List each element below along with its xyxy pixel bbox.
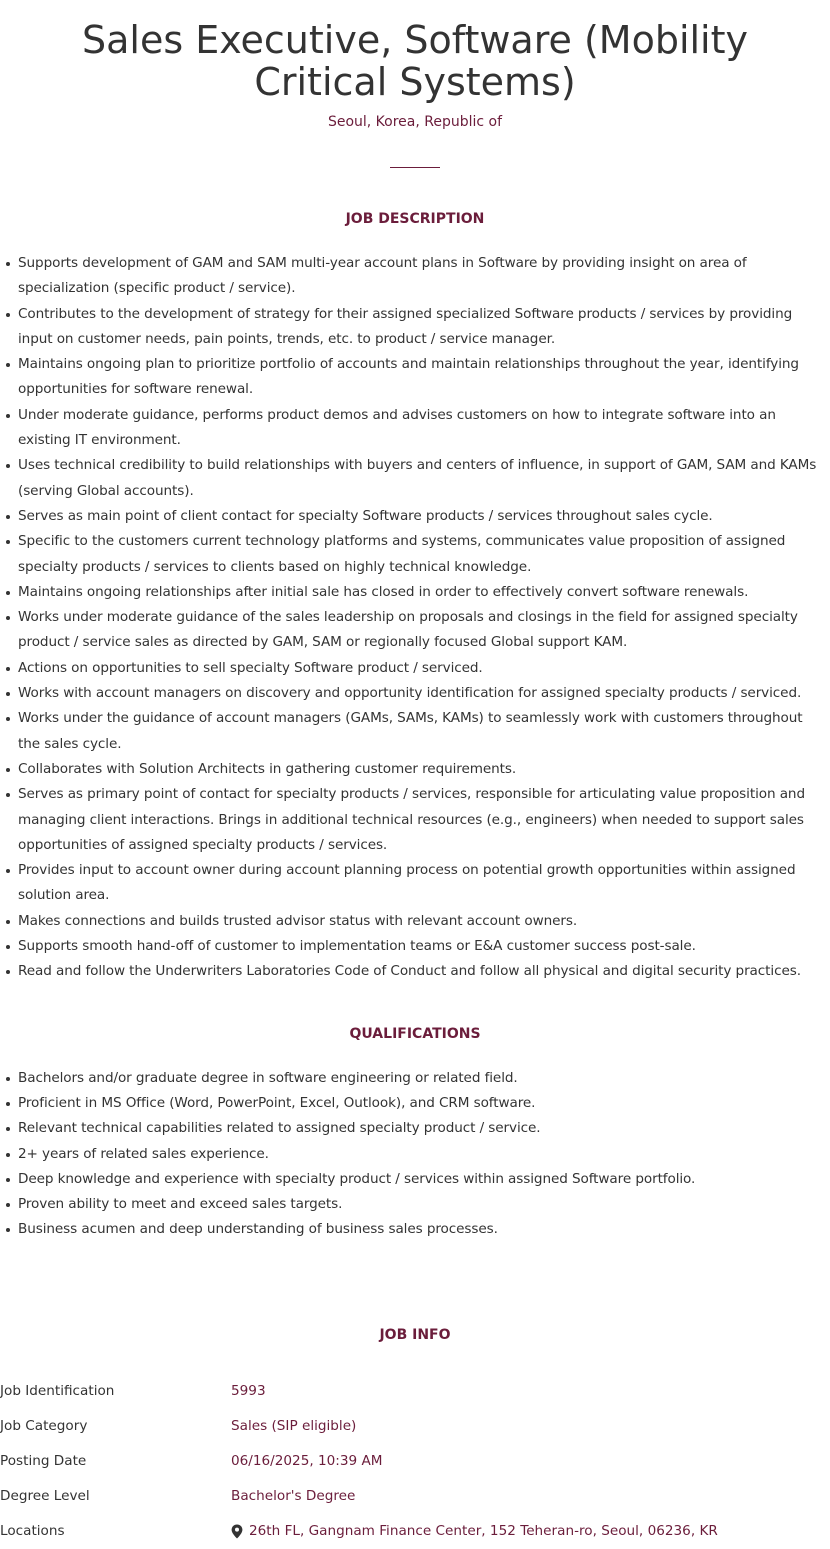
job-description-heading: JOB DESCRIPTION (345, 211, 485, 227)
qualification-item (0, 1091, 830, 1116)
bullet-icon (6, 793, 10, 797)
bullet-icon (6, 540, 10, 544)
job-info-label: Job Identification (0, 1383, 115, 1400)
bullet-icon (6, 1178, 10, 1182)
job-info-value-text: 26th FL, Gangnam Finance Center, 152 Teheran-ro, Seoul, 06236, KR (249, 1523, 718, 1540)
bullet-icon (6, 591, 10, 595)
qualification-item-text: Deep knowledge and experience with specialty product / services within assigned Software portfolio. (18, 1170, 696, 1187)
description-item (0, 706, 830, 757)
description-item (0, 909, 830, 934)
job-info-value (231, 1523, 718, 1539)
description-item-text: Collaborates with Solution Architects in gathering customer requirements. (18, 760, 517, 777)
job-info-value (231, 1453, 383, 1469)
job-info-value-text: 5993 (231, 1383, 266, 1400)
job-title: Sales Executive, Software (Mobility Critical Systems) (81, 18, 749, 104)
bullet-icon (6, 262, 10, 266)
description-item (0, 656, 830, 681)
qualification-item (0, 1217, 830, 1242)
bullet-icon (6, 970, 10, 974)
job-location: Seoul, Korea, Republic of (327, 114, 503, 130)
description-item-text: Specific to the customers current technology platforms and systems, communicates value proposition of assigned specialty products / services to clients based on highly technical knowledge. (18, 533, 786, 575)
qualification-item-text: Bachelors and/or graduate degree in software engineering or related field. (18, 1069, 518, 1086)
bullet-icon (6, 1203, 10, 1207)
bullet-icon (6, 363, 10, 367)
qualification-item-text: 2+ years of related sales experience. (18, 1145, 269, 1162)
description-item (0, 605, 830, 656)
job-info-value-text: Bachelor's Degree (231, 1488, 356, 1505)
description-item (0, 681, 830, 706)
description-item-text: Contributes to the development of strategy for their assigned specialized Software products / services by providing input on customer needs, pain points, trends, etc. to product / service manager. (18, 305, 793, 347)
description-item-text: Actions on opportunities to sell specialty Software product / serviced. (18, 659, 483, 676)
title-divider (390, 167, 440, 168)
qualification-item (0, 1116, 830, 1141)
description-item-text: Maintains ongoing relationships after initial sale has closed in order to effectively convert software renewals. (18, 583, 749, 600)
job-info-label: Posting Date (0, 1453, 87, 1470)
job-info-row (0, 1444, 830, 1479)
job-info-heading: JOB INFO (379, 1326, 451, 1343)
job-info-value (231, 1488, 355, 1504)
job-info-label: Job Category (0, 1418, 88, 1435)
bullet-icon (6, 1153, 10, 1157)
description-item-text: Works under the guidance of account managers (GAMs, SAMs, KAMs) to seamlessly work with customers throughout the sales cycle. (18, 710, 803, 752)
job-info-value-text: Sales (SIP eligible) (231, 1418, 357, 1435)
qualification-item (0, 1167, 830, 1192)
description-item-text: Supports development of GAM and SAM multi-year account plans in Software by providing insight on area of specialization (specific product / service). (18, 255, 747, 297)
bullet-icon (6, 313, 10, 317)
job-info-row (0, 1479, 830, 1514)
qualification-item (0, 1066, 830, 1091)
description-item-text: Serves as primary point of contact for specialty products / services, responsible for articulating value proposition and managing client interactions. Brings in additional technical resources (e.g., engineers) when needed to support sales opportunities of assigned specialty products / services. (18, 786, 805, 853)
bullet-icon (6, 414, 10, 418)
description-item (0, 580, 830, 605)
bullet-icon (6, 616, 10, 620)
description-item-text: Under moderate guidance, performs product demos and advises customers on how to integrate software into an existing IT environment. (18, 406, 776, 449)
bullet-icon (6, 717, 10, 721)
job-info-row (0, 1514, 830, 1549)
description-item (0, 251, 830, 302)
description-item-text: Makes connections and builds trusted advisor status with relevant account owners. (18, 912, 578, 929)
description-item (0, 757, 830, 782)
description-item-text: Provides input to account owner during account planning process on potential growth opportunities within assigned solution area. (18, 862, 796, 904)
qualification-item (0, 1142, 830, 1167)
bullet-icon (6, 1102, 10, 1106)
bullet-icon (6, 1228, 10, 1232)
qualification-item-text: Proven ability to meet and exceed sales targets. (18, 1196, 343, 1213)
bullet-icon (6, 768, 10, 772)
job-info-table (0, 1374, 830, 1549)
description-item (0, 504, 830, 529)
bullet-icon (6, 945, 10, 949)
qualification-item (0, 1192, 830, 1217)
job-info-value (231, 1418, 356, 1434)
job-description-list (0, 251, 830, 985)
bullet-icon (6, 464, 10, 468)
description-item-text: Read and follow the Underwriters Laboratories Code of Conduct and follow all physical and digital security practices. (18, 963, 801, 980)
description-item-text: Serves as main point of client contact for specialty Software products / services throughout sales cycle. (18, 507, 713, 524)
description-item (0, 302, 830, 353)
description-item (0, 403, 830, 454)
description-item-text: Supports smooth hand-off of customer to implementation teams or E&A customer success post-sale. (18, 938, 696, 955)
job-info-row (0, 1409, 830, 1444)
map-pin-icon (231, 1524, 243, 1539)
qualification-item-text: Business acumen and deep understanding of business sales processes. (18, 1221, 498, 1238)
qualification-item-text: Proficient in MS Office (Word, PowerPoint, Excel, Outlook), and CRM software. (18, 1094, 536, 1111)
description-item (0, 934, 830, 959)
description-item-text: Works under moderate guidance of the sales leadership on proposals and closings in the field for assigned specialty product / service sales as directed by GAM, SAM or regionally focused Global support KAM. (18, 609, 798, 651)
bullet-icon (6, 869, 10, 873)
job-info-value-text: 06/16/2025, 10:39 AM (231, 1453, 383, 1470)
bullet-icon (6, 515, 10, 519)
description-item (0, 529, 830, 580)
description-item (0, 858, 830, 909)
qualifications-list (0, 1066, 830, 1243)
job-info-row (0, 1374, 830, 1409)
bullet-icon (6, 920, 10, 924)
bullet-icon (6, 1127, 10, 1131)
job-info-value (231, 1383, 266, 1399)
bullet-icon (6, 692, 10, 696)
qualification-item-text: Relevant technical capabilities related to assigned specialty product / service. (18, 1120, 541, 1137)
bullet-icon (6, 1077, 10, 1081)
job-info-label: Degree Level (0, 1488, 90, 1505)
description-item-text: Works with account managers on discovery and opportunity identification for assigned specialty products / serviced. (18, 685, 802, 702)
bullet-icon (6, 667, 10, 671)
qualifications-heading: QUALIFICATIONS (349, 1025, 481, 1042)
description-item-text: Maintains ongoing plan to prioritize portfolio of accounts and maintain relationships throughout the year, identifying opportunities for software renewal. (18, 356, 799, 398)
description-item (0, 352, 830, 403)
job-info-label: Locations (0, 1523, 65, 1540)
description-item (0, 782, 830, 858)
description-item-text: Uses technical credibility to build relationships with buyers and centers of influence, in support of GAM, SAM and KAMs (serving Global accounts). (18, 457, 817, 499)
description-item (0, 453, 830, 504)
description-item (0, 959, 830, 984)
